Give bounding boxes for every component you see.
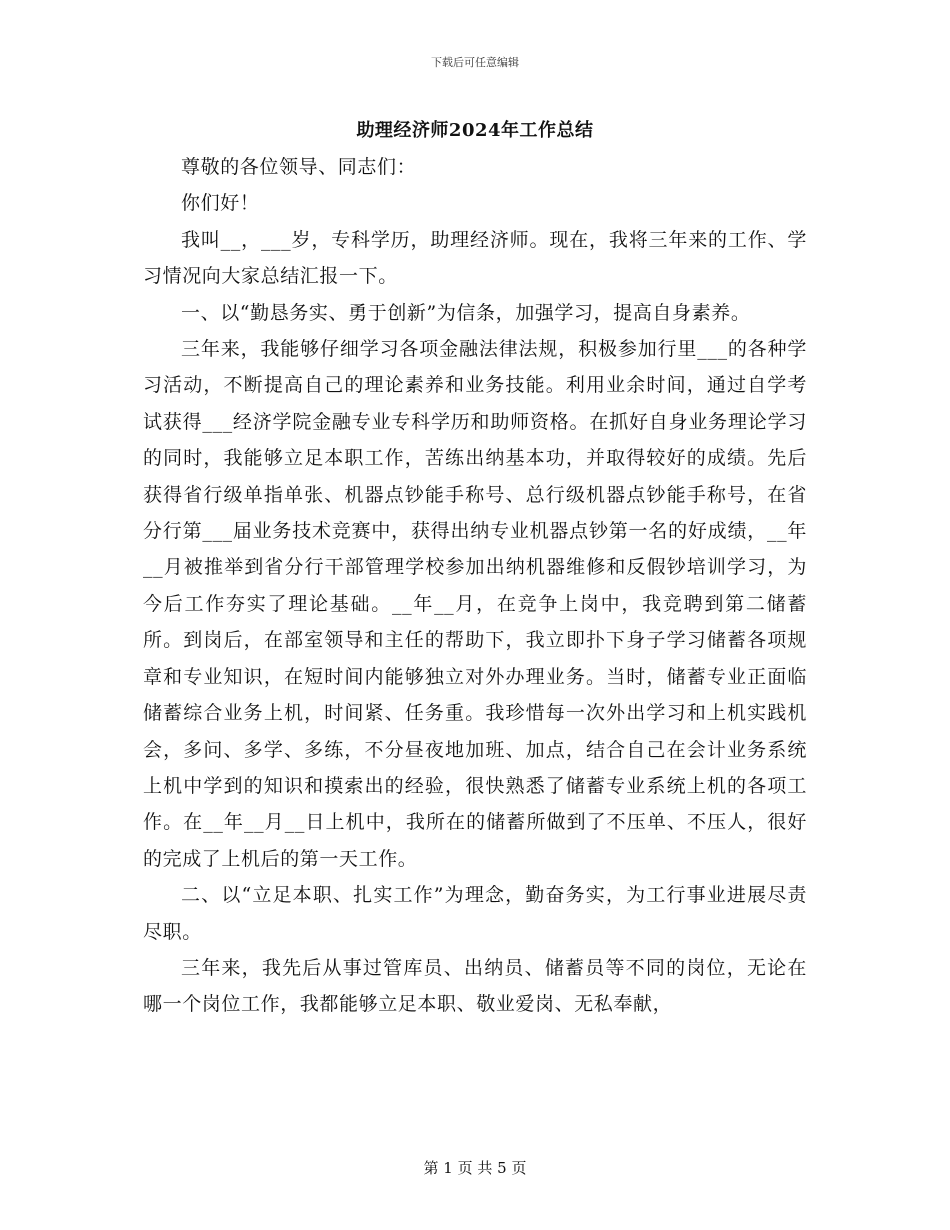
document-body (143, 149, 807, 1023)
page-footer: 第 1 页 共 5 页 (423, 1159, 527, 1177)
section-heading-1: 一、以“勤恳务实、勇于创新”为信条，加强学习，提高自身素养。 (181, 301, 751, 324)
header-note: 下载后可任意编辑 (431, 56, 519, 69)
section-heading-2: 二、以“立足本职、扎实工作”为理念，勤奋务实，为工行事业进展尽责尽职。 (143, 884, 807, 943)
document-title: 助理经济师2024年工作总结 (356, 120, 594, 141)
paragraph-introduction: 我叫__，___岁，专科学历，助理经济师。现在，我将三年来的工作、学习情况向大家总结汇报一下。 (143, 228, 807, 288)
paragraph-salutation: 尊敬的各位领导、同志们： (181, 156, 417, 178)
paragraph-section-2-body: 三年来，我先后从事过管库员、出纳员、储蓄员等不同的岗位，无论在哪一个岗位工作，我都能够立足本职、敬业爱岗、无私奉献， (143, 956, 807, 1016)
paragraph-greeting: 你们好！ (181, 192, 260, 215)
paragraph-section-1-body: 三年来，我能够仔细学习各项金融法律法规，积极参加行里___的各种学习活动，不断提高自己的理论素养和业务技能。利用业余时间，通过自学考试获得___经济学院金融专业专科学历和助师资格。在抓好自身业务理论学习的同时，我能够立足本职工作，苦练出纳基本功，并取得较好的成绩。先后获得省行级单指单张、机器点钞能手称号、总行级机器点钞能手称号，在省分行第___届业务技术竞赛中，获得出纳专业机器点钞第一名的好成绩，__年__月被推举到省分行干部管理学校参加出纳机器维修和反假钞培训学习，为今后工作夯实了理论基础。__年__月，在竞争上岗中，我竞聘到第二储蓄所。到岗后，在部室领导和主任的帮助下，我立即扑下身子学习储蓄各项规章和专业知识，在短时间内能够独立对外办理业务。当时，储蓄专业正面临储蓄综合业务上机，时间紧、任务重。我珍惜每一次外出学习和上机实践机会，多问、多学、多练，不分昼夜地加班、加点，结合自己在会计业务系统上机中学到的知识和摸索出的经验，很快熟悉了储蓄专业系统上机的各项工作。在__年__月__日上机中，我所在的储蓄所做到了不压单、不压人，很好的完成了上机后的第一天工作。 (143, 338, 807, 870)
